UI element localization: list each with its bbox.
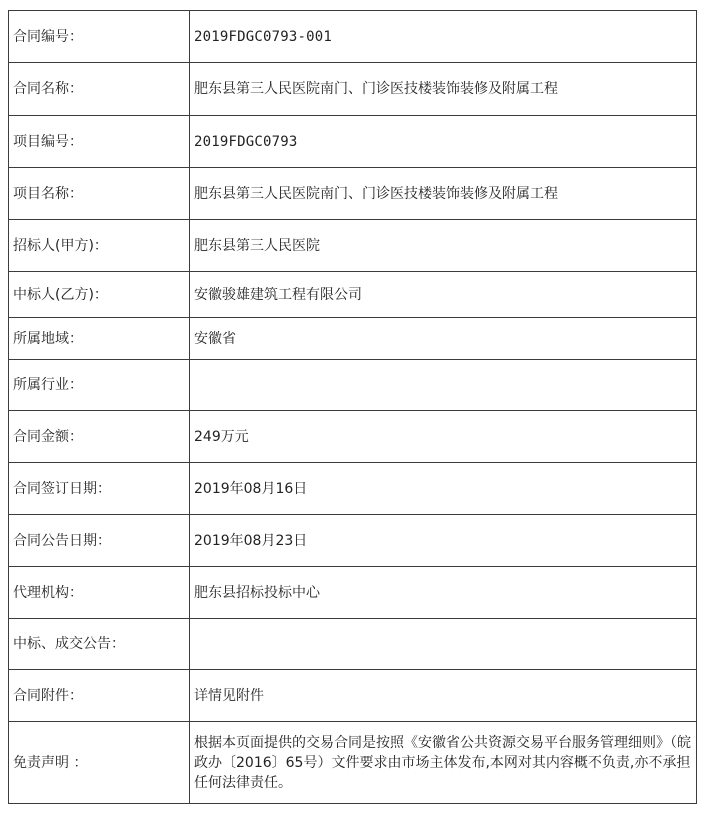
contract-amount-value: 249万元 <box>190 411 697 463</box>
announcement-date-value: 2019年08月23日 <box>190 515 697 567</box>
announcement-date-label: 合同公告日期： <box>9 515 190 567</box>
award-notice-label: 中标、成交公告： <box>9 619 190 670</box>
contract-amount-label: 合同金额： <box>9 411 190 463</box>
attachment-value: 详情见附件 <box>190 670 697 722</box>
region-label: 所属地域： <box>9 318 190 360</box>
table-row <box>9 670 697 722</box>
industry-value <box>190 360 697 411</box>
winning-bidder-label: 中标人(乙方)： <box>9 272 190 318</box>
industry-label: 所属行业： <box>9 360 190 411</box>
table-row <box>9 63 697 116</box>
project-name-value: 肥东县第三人民医院南门、门诊医技楼装饰装修及附属工程 <box>190 168 697 220</box>
table-row <box>9 360 697 411</box>
award-notice-value <box>190 619 697 670</box>
winning-bidder-value: 安徽骏雄建筑工程有限公司 <box>190 272 697 318</box>
contract-name-label: 合同名称： <box>9 63 190 116</box>
tenderer-value: 肥东县第三人民医院 <box>190 220 697 272</box>
tenderer-label: 招标人(甲方)： <box>9 220 190 272</box>
table-row <box>9 567 697 619</box>
project-number-label: 项目编号： <box>9 116 190 168</box>
agency-value: 肥东县招标投标中心 <box>190 567 697 619</box>
table-row <box>9 318 697 360</box>
table-row <box>9 220 697 272</box>
table-row <box>9 11 697 63</box>
table-row <box>9 619 697 670</box>
table-row <box>9 722 697 804</box>
project-name-label: 项目名称： <box>9 168 190 220</box>
signing-date-label: 合同签订日期： <box>9 463 190 515</box>
region-value: 安徽省 <box>190 318 697 360</box>
table-row <box>9 411 697 463</box>
signing-date-value: 2019年08月16日 <box>190 463 697 515</box>
agency-label: 代理机构： <box>9 567 190 619</box>
project-number-value: 2019FDGC0793 <box>190 116 697 168</box>
table-row <box>9 116 697 168</box>
table-row <box>9 272 697 318</box>
disclaimer-label: 免责声明 ： <box>9 722 190 804</box>
contract-info-table <box>8 10 697 804</box>
table-row <box>9 515 697 567</box>
table-row <box>9 463 697 515</box>
contract-number-value: 2019FDGC0793-001 <box>190 11 697 63</box>
table-row <box>9 168 697 220</box>
disclaimer-text: 根据本页面提供的交易合同是按照《安徽省公共资源交易平台服务管理细则》（皖政办〔2016〕65号）文件要求由市场主体发布,本网对其内容概不负责,亦不承担任何法律责任。 <box>190 722 697 804</box>
contract-number-label: 合同编号： <box>9 11 190 63</box>
contract-name-value: 肥东县第三人民医院南门、门诊医技楼装饰装修及附属工程 <box>190 63 697 116</box>
attachment-label: 合同附件： <box>9 670 190 722</box>
